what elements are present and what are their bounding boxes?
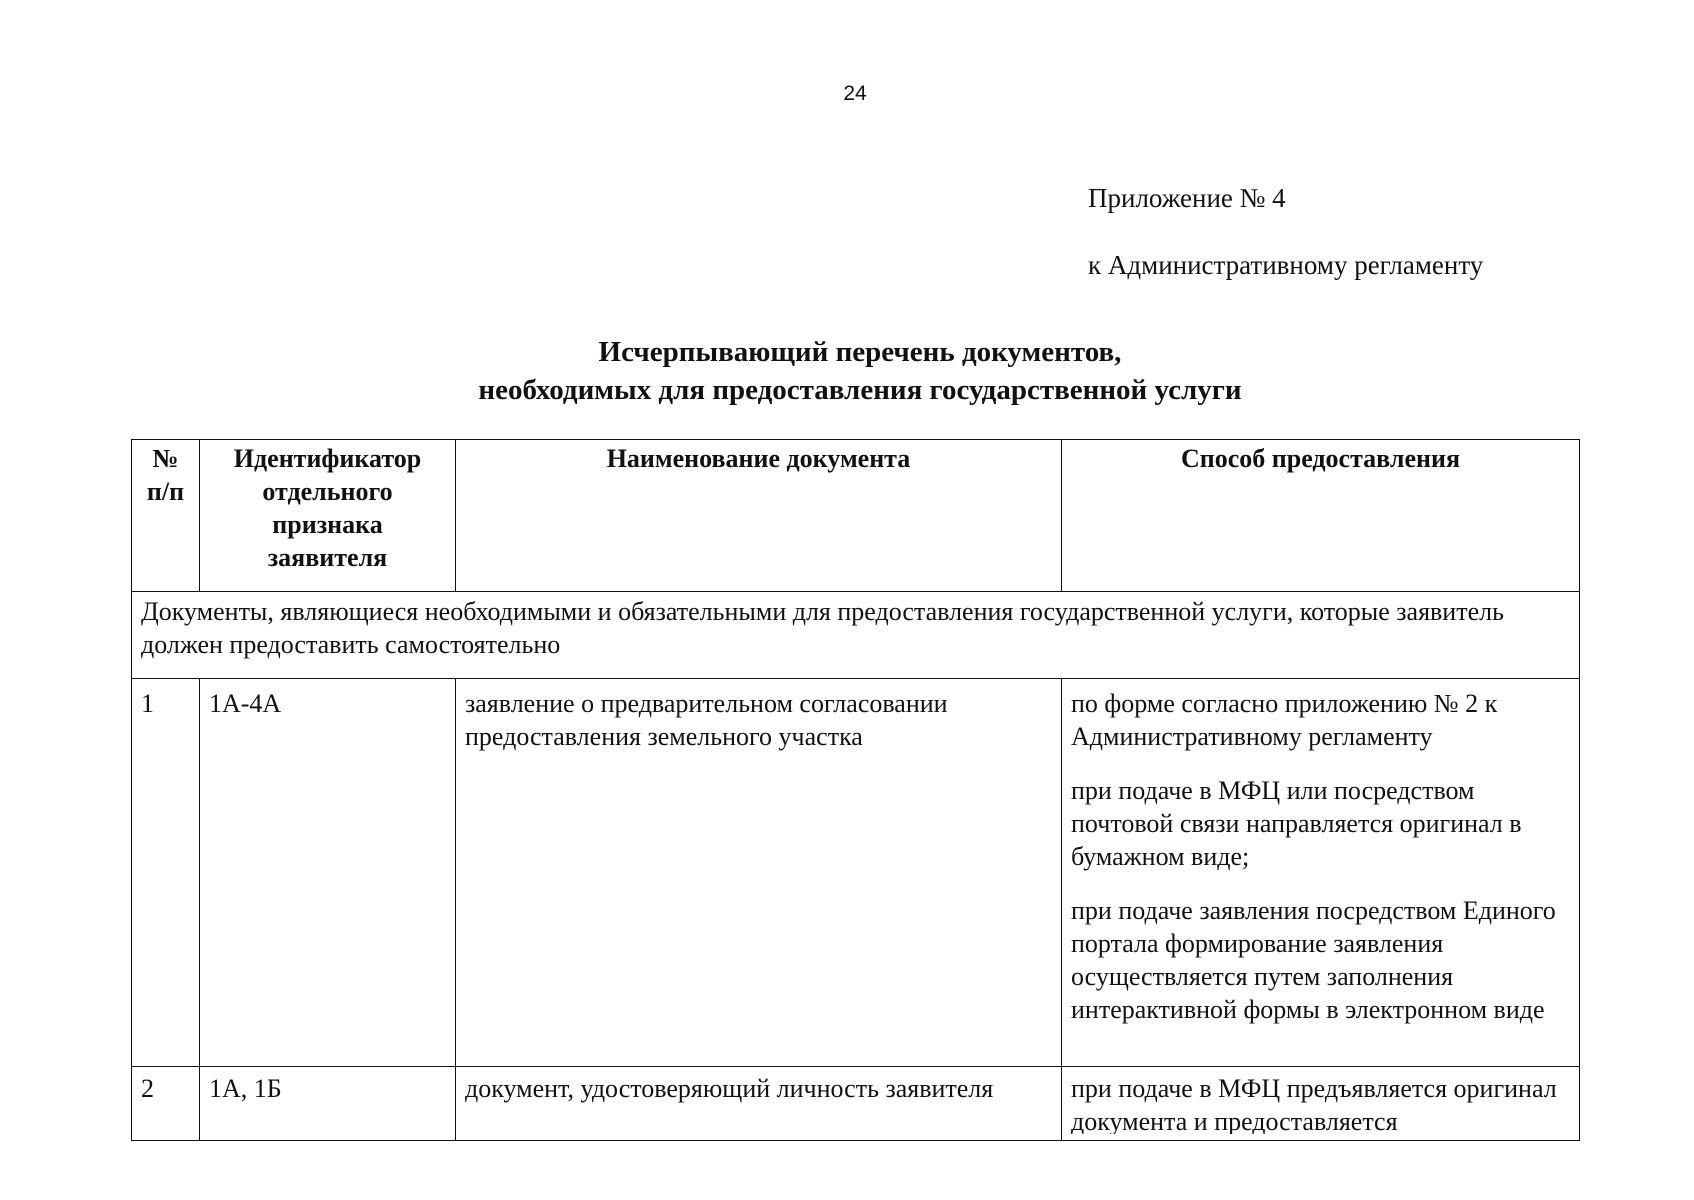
row-method — [1062, 679, 1580, 1067]
header-method: Способ предоставления — [1062, 440, 1580, 592]
header-identifier-line: Идентификатор — [233, 444, 422, 473]
row-identifier: 1А, 1Б — [200, 1067, 456, 1141]
table-row — [132, 1067, 1580, 1141]
section-row — [132, 592, 1580, 679]
row-number: 2 — [132, 1067, 200, 1141]
method-paragraph: по форме согласно приложению № 2 к Административному регламенту — [1071, 689, 1498, 751]
header-num-line: п/п — [146, 477, 185, 506]
table-row — [132, 679, 1580, 1067]
document-title-line-1: Исчерпывающий перечень документов, — [598, 336, 1122, 368]
header-identifier-line: признака — [272, 510, 383, 539]
header-identifier-line: заявителя — [267, 543, 388, 572]
header-num — [132, 440, 200, 592]
appendix-reference: к Административному регламенту — [1088, 250, 1484, 280]
section-heading: Документы, являющиеся необходимыми и обязательными для предоставления государственной услуги, которые заявитель должен предоставить самостоятельно — [132, 592, 1580, 679]
method-paragraph: при подаче в МФЦ предъявляется оригинал документа и предоставляется — [1071, 1074, 1557, 1134]
document-title-line-2: необходимых для предоставления государственной услуги — [478, 374, 1242, 406]
table-header-row — [132, 440, 1580, 592]
header-document-name: Наименование документа — [456, 440, 1062, 592]
document-title — [0, 333, 1694, 409]
method-paragraph: при подаче в МФЦ или посредством почтовой связи направляется оригинал в бумажном виде; — [1071, 776, 1522, 871]
page-number: 24 — [843, 82, 867, 105]
header-identifier-line: отдельного — [262, 477, 393, 506]
row-number: 1 — [132, 679, 200, 1067]
method-paragraph: при подаче заявления посредством Единого портала формирование заявления осуществляется путем заполнения интерактивной формы в электронном виде — [1071, 896, 1556, 1024]
row-identifier: 1А-4А — [200, 679, 456, 1067]
row-document-name: заявление о предварительном согласовании предоставления земельного участка — [456, 679, 1062, 1067]
appendix-number: Приложение № 4 — [1088, 183, 1286, 213]
documents-table — [131, 439, 1580, 1141]
header-identifier — [200, 440, 456, 592]
row-document-name: документ, удостоверяющий личность заявителя — [456, 1067, 1062, 1141]
header-num-line: № — [152, 444, 179, 473]
row-method — [1062, 1067, 1580, 1141]
